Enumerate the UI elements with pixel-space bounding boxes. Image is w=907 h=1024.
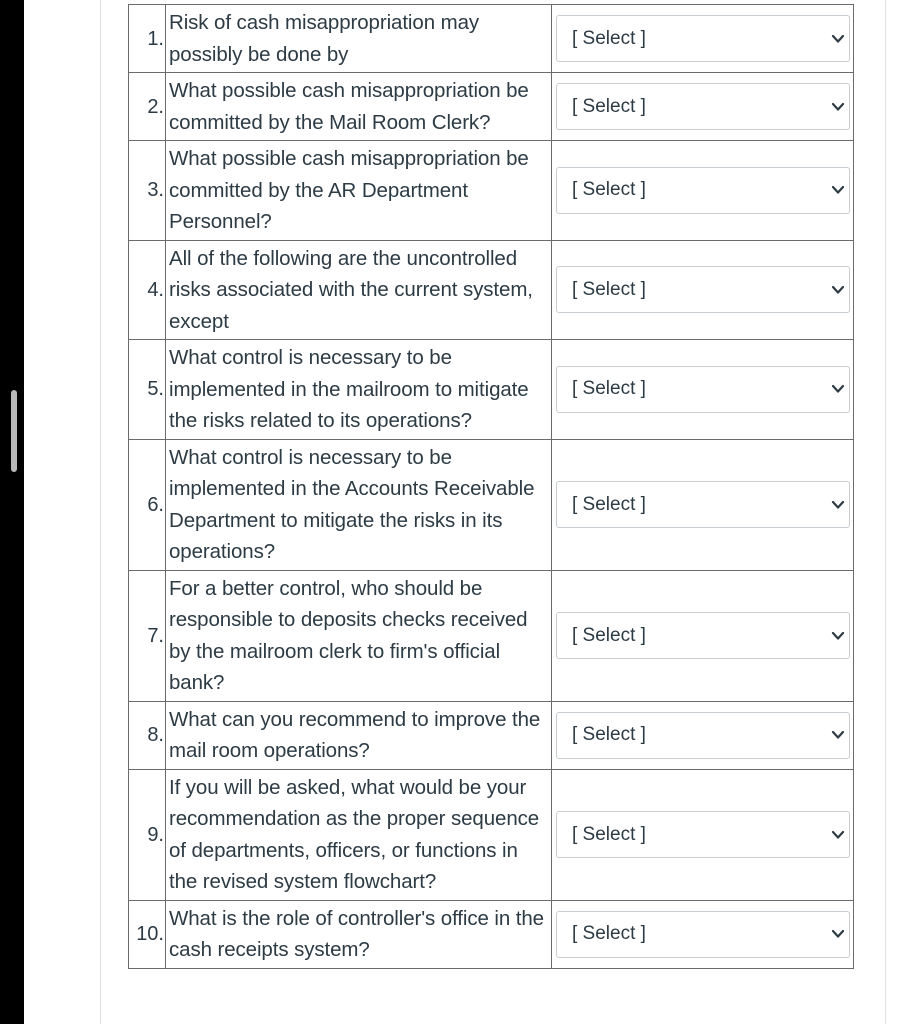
answer-select-value: [ Select ] [572, 624, 646, 646]
question-text: What can you recommend to improve the mail room operations? [166, 701, 552, 769]
chevron-down-icon [831, 830, 845, 840]
question-number: 5. [129, 340, 166, 440]
answer-cell [552, 900, 854, 968]
question-number: 9. [129, 769, 166, 900]
chevron-down-icon [831, 500, 845, 510]
question-row-6 [129, 439, 854, 570]
answer-select-value: [ Select ] [572, 923, 646, 944]
chevron-down-icon [831, 285, 845, 295]
answer-select-9[interactable] [556, 811, 850, 858]
answer-select-value: [ Select ] [572, 724, 646, 745]
chevron-down-icon [831, 384, 845, 394]
answer-cell [552, 73, 854, 141]
question-row-2 [129, 73, 854, 141]
question-text: All of the following are the uncontrolled risks associated with the current system, except [166, 240, 552, 340]
answer-cell [552, 769, 854, 900]
question-text: What possible cash misappropriation be committed by the Mail Room Clerk? [166, 73, 552, 141]
chevron-down-icon [831, 631, 845, 641]
question-text: What is the role of controller's office in the cash receipts system? [166, 900, 552, 968]
chevron-down-icon [831, 102, 845, 112]
question-row-1 [129, 5, 854, 73]
answer-select-3[interactable] [556, 167, 850, 214]
chevron-down-icon [831, 730, 845, 740]
answer-select-1[interactable] [556, 15, 850, 62]
question-number: 3. [129, 141, 166, 241]
question-number: 8. [129, 701, 166, 769]
answer-cell [552, 141, 854, 241]
answer-select-value: [ Select ] [572, 823, 646, 845]
chevron-down-icon [831, 185, 845, 195]
question-row-9 [129, 769, 854, 900]
answer-cell [552, 701, 854, 769]
left-edge-bar [0, 0, 24, 1024]
answer-select-5[interactable] [556, 366, 850, 413]
answer-select-value: [ Select ] [572, 27, 646, 49]
content-border-right [885, 0, 886, 1024]
answer-select-8[interactable] [556, 712, 850, 759]
question-row-5 [129, 340, 854, 440]
question-number: 1. [129, 5, 166, 73]
answer-select-4[interactable] [556, 266, 850, 313]
question-number: 7. [129, 570, 166, 701]
question-text: If you will be asked, what would be your recommendation as the proper sequence of departments, officers, or functions in the revised system flowchart? [166, 769, 552, 900]
answer-select-2[interactable] [556, 83, 850, 130]
answer-select-10[interactable] [556, 911, 850, 958]
content-border-left [100, 0, 101, 1024]
question-number: 6. [129, 439, 166, 570]
answer-select-value: [ Select ] [572, 378, 646, 400]
question-row-7 [129, 570, 854, 701]
answer-select-6[interactable] [556, 481, 850, 528]
answer-select-value: [ Select ] [572, 278, 646, 300]
question-text: For a better control, who should be responsible to deposits checks received by the mailroom clerk to firm's official bank? [166, 570, 552, 701]
chevron-down-icon [831, 929, 845, 939]
question-text: What control is necessary to be implemented in the Accounts Receivable Department to mitigate the risks in its operations? [166, 439, 552, 570]
answer-cell [552, 570, 854, 701]
question-number: 10. [129, 900, 166, 968]
question-row-8 [129, 701, 854, 769]
question-text: What possible cash misappropriation be committed by the AR Department Personnel? [166, 141, 552, 241]
question-text: What control is necessary to be implemented in the mailroom to mitigate the risks related to its operations? [166, 340, 552, 440]
resize-handle[interactable] [11, 390, 17, 472]
question-row-10 [129, 900, 854, 968]
answer-cell [552, 340, 854, 440]
answer-cell [552, 439, 854, 570]
chevron-down-icon [831, 34, 845, 44]
answer-select-value: [ Select ] [572, 95, 646, 117]
question-text: Risk of cash misappropriation may possibly be done by [166, 5, 552, 73]
answer-cell [552, 5, 854, 73]
answer-select-value: [ Select ] [572, 179, 646, 201]
question-row-4 [129, 240, 854, 340]
question-number: 2. [129, 73, 166, 141]
question-table [128, 4, 854, 969]
question-number: 4. [129, 240, 166, 340]
answer-cell [552, 240, 854, 340]
answer-select-value: [ Select ] [572, 493, 646, 515]
question-row-3 [129, 141, 854, 241]
answer-select-7[interactable] [556, 612, 850, 659]
